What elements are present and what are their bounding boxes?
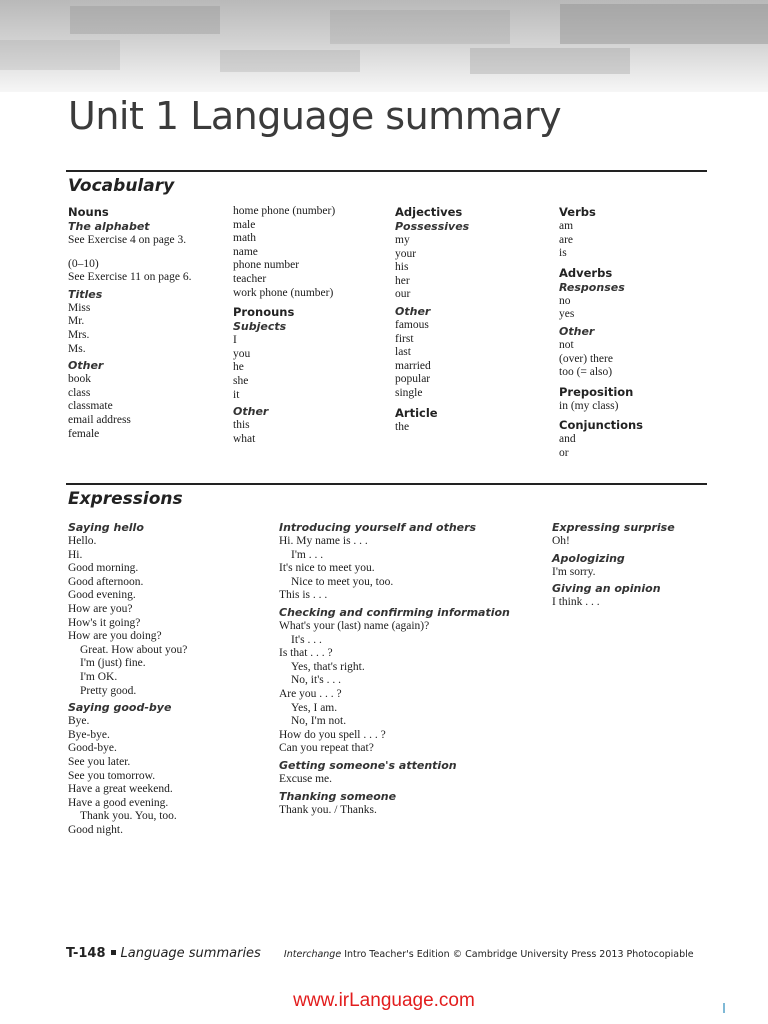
entry: it	[233, 388, 240, 401]
entry: Bye-bye.	[68, 728, 110, 741]
entry: home phone (number)	[233, 205, 336, 217]
entry: my	[395, 234, 410, 246]
entry: Is that . . . ?	[279, 647, 333, 660]
entry: I'm sorry.	[552, 565, 596, 578]
category-heading: Verbs	[559, 205, 596, 219]
entry: I'm OK.	[80, 670, 118, 683]
entry: name	[233, 245, 258, 258]
entry: Good afternoon.	[68, 575, 144, 588]
page-title: Unit 1 Language summary	[68, 94, 562, 138]
category-heading: Adjectives	[395, 205, 463, 219]
subcategory-heading: Introducing yourself and others	[279, 521, 477, 534]
expressions-column-1	[68, 518, 187, 837]
subcategory-heading: Responses	[559, 280, 625, 294]
vocabulary-column-1	[68, 205, 191, 441]
entry: work phone (number)	[233, 286, 334, 299]
bullet-icon	[111, 950, 116, 955]
entry: Oh!	[552, 535, 570, 547]
entry: Hi.	[68, 548, 83, 561]
subcategory-heading: Saying hello	[68, 521, 144, 534]
entry: Good morning.	[68, 562, 139, 575]
entry: Pretty good.	[80, 684, 137, 697]
entry: Yes, that's right.	[291, 660, 365, 673]
entry: married	[395, 359, 431, 372]
entry: too (= also)	[559, 366, 613, 379]
subcategory-heading: Other	[233, 405, 269, 419]
category-heading: Preposition	[559, 384, 634, 399]
expressions-column-3	[552, 518, 675, 610]
edge-mark	[723, 1003, 725, 1013]
entry: famous	[395, 318, 429, 331]
entry: your	[395, 247, 417, 260]
entry: Hi. My name is . . .	[279, 535, 368, 547]
entry: not	[559, 338, 574, 351]
entry: I	[233, 334, 237, 347]
entry: single	[395, 386, 423, 399]
entry: first	[395, 332, 414, 345]
entry: How are you doing?	[68, 630, 162, 643]
entry: teacher	[233, 272, 267, 285]
entry: Mr.	[68, 315, 85, 328]
entry: Good-bye.	[68, 742, 117, 755]
spacer	[68, 248, 191, 258]
entry: Mrs.	[68, 328, 90, 341]
banner-tile	[70, 6, 220, 34]
entry: in (my class)	[559, 399, 619, 412]
entry: Have a great weekend.	[68, 783, 173, 796]
banner-tile	[560, 4, 768, 44]
expressions-heading: Expressions	[68, 489, 183, 509]
entry: What's your (last) name (again)?	[279, 619, 430, 632]
entry: See you later.	[68, 755, 131, 768]
subcategory-heading: Thanking someone	[279, 789, 397, 803]
subcategory-heading: Saying good-bye	[68, 701, 172, 715]
entry: How's it going?	[68, 616, 141, 629]
subcategory-heading: Other	[395, 304, 431, 318]
subcategory-heading: Subjects	[233, 320, 287, 334]
entry: popular	[395, 373, 431, 386]
banner-tile	[330, 10, 510, 44]
website-link[interactable]: www.irLanguage.com	[293, 990, 475, 1011]
subcategory-heading: Other	[559, 324, 595, 338]
entry: It's nice to meet you.	[279, 562, 375, 575]
entry: math	[233, 232, 256, 245]
entry: See Exercise 11 on page 6.	[68, 271, 192, 284]
entry: No, it's . . .	[291, 674, 341, 687]
entry: How do you spell . . . ?	[279, 728, 386, 741]
entry: or	[559, 446, 569, 459]
banner-tile	[470, 48, 630, 74]
subcategory-heading: Apologizing	[552, 551, 625, 565]
footer-section-name: Language summaries	[120, 946, 261, 961]
entry: This is . . .	[279, 589, 328, 602]
entry: male	[233, 218, 256, 231]
entry: I think . . .	[552, 596, 600, 609]
entry: It's . . .	[291, 633, 322, 646]
subcategory-heading: Other	[68, 359, 104, 373]
subcategory-heading: Expressing surprise	[552, 521, 675, 534]
entry: you	[233, 347, 251, 360]
subcategory-heading: Checking and confirming information	[279, 605, 510, 619]
entry: phone number	[233, 259, 300, 272]
entry: class	[68, 386, 91, 399]
copyright-text: Intro Teacher's Edition © Cambridge University Press 2013 Photocopiable	[344, 949, 694, 960]
entry: No, I'm not.	[291, 715, 347, 728]
entry: she	[233, 374, 249, 387]
entry: what	[233, 432, 256, 445]
entry: the	[395, 420, 410, 433]
entry: this	[233, 419, 250, 432]
entry: Nice to meet you, too.	[291, 575, 394, 588]
category-heading: Adverbs	[559, 265, 613, 280]
entry: last	[395, 346, 411, 359]
category-heading: Nouns	[68, 205, 109, 219]
expressions-column-2	[279, 518, 510, 817]
entry: Good night.	[68, 823, 123, 836]
entry: book	[68, 373, 91, 386]
entry: I'm . . .	[291, 548, 324, 561]
entry: See you tomorrow.	[68, 769, 156, 782]
entry: I'm (just) fine.	[80, 657, 146, 670]
category-heading: Conjunctions	[559, 418, 644, 433]
entry: Have a good evening.	[68, 796, 169, 809]
entry: her	[395, 274, 410, 287]
entry: Great. How about you?	[80, 643, 188, 656]
entry: Excuse me.	[279, 772, 333, 785]
category-heading: Pronouns	[233, 305, 295, 320]
copyright-series: Interchange	[283, 949, 342, 960]
entry: he	[233, 361, 244, 374]
entry: our	[395, 288, 411, 301]
entry: Thank you. You, too.	[80, 810, 177, 823]
subcategory-heading: Titles	[68, 287, 103, 301]
entry: email address	[68, 413, 131, 426]
entry: are	[559, 233, 574, 246]
header-banner	[0, 0, 768, 92]
banner-tile	[220, 50, 360, 72]
entry: Miss	[68, 301, 91, 314]
vocabulary-column-4	[559, 205, 643, 461]
entry: Thank you. / Thanks.	[279, 803, 377, 816]
entry: Are you . . . ?	[279, 687, 342, 700]
entry: (over) there	[559, 352, 613, 365]
subcategory-heading: Giving an opinion	[552, 582, 661, 596]
entry: (0–10)	[68, 257, 99, 270]
entry: am	[559, 220, 574, 232]
vocabulary-heading: Vocabulary	[68, 176, 175, 196]
entry: Good evening.	[68, 589, 136, 602]
page-number: T-148	[66, 946, 106, 961]
entry: is	[559, 247, 567, 260]
category-heading: Article	[395, 405, 438, 420]
section-divider	[66, 170, 707, 172]
copyright-notice	[284, 949, 694, 960]
entry: classmate	[68, 400, 113, 413]
entry: Can you repeat that?	[279, 742, 374, 755]
subcategory-heading: The alphabet	[68, 220, 150, 233]
entry: no	[559, 294, 571, 307]
entry: his	[395, 261, 409, 274]
entry: Yes, I am.	[291, 701, 338, 714]
entry: yes	[559, 308, 575, 321]
banner-tile	[0, 40, 120, 70]
vocabulary-column-3	[395, 205, 469, 434]
entry: Ms.	[68, 342, 86, 355]
subcategory-heading: Getting someone's attention	[279, 758, 457, 772]
entry: See Exercise 4 on page 3.	[68, 234, 187, 246]
vocabulary-column-2	[233, 205, 335, 446]
entry: Hello.	[68, 535, 97, 547]
entry: How are you?	[68, 602, 133, 615]
page-footer	[66, 942, 726, 961]
section-divider	[66, 483, 707, 485]
entry: Bye.	[68, 715, 90, 728]
entry: and	[559, 433, 576, 446]
subcategory-heading: Possessives	[395, 220, 470, 233]
entry: female	[68, 427, 100, 440]
